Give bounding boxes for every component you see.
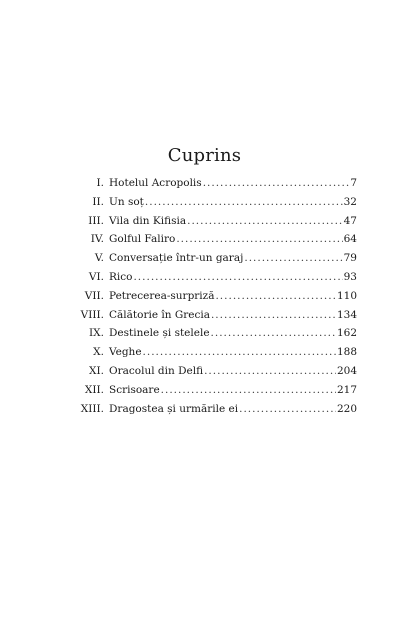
page-number: 64: [343, 233, 357, 246]
toc-entry: [60, 230, 357, 249]
dot-leader: [215, 287, 335, 306]
page-title: Cuprins: [167, 145, 242, 166]
chapter-title: Scrisoare: [109, 383, 160, 396]
chapter-number: IV.: [90, 233, 104, 246]
chapter-title: Destinele și stelele: [109, 327, 210, 340]
dot-leader: [244, 249, 342, 268]
dot-leader: [211, 306, 336, 325]
dot-leader: [145, 193, 343, 212]
page-number: 32: [343, 195, 357, 208]
dot-leader: [203, 174, 350, 193]
toc-entry: [60, 400, 357, 419]
toc-entry: [60, 249, 357, 268]
toc-entry: [60, 381, 357, 400]
chapter-title: Conversație într-un garaj: [109, 252, 244, 265]
chapter-number: V.: [94, 252, 104, 265]
chapter-title: Vila din Kifisia: [109, 214, 187, 227]
chapter-title: Călătorie în Grecia: [109, 308, 210, 321]
chapter-number: VII.: [84, 289, 104, 302]
table-of-contents: [60, 174, 357, 418]
page-number: 79: [343, 252, 357, 265]
dot-leader: [187, 212, 343, 231]
chapter-title: Un soț: [109, 195, 144, 208]
chapter-title: Veghe: [109, 346, 142, 359]
chapter-number: III.: [88, 214, 104, 227]
page-number: 134: [336, 308, 357, 321]
chapter-number: I.: [96, 177, 104, 189]
dot-leader: [176, 230, 342, 249]
toc-entry: [60, 343, 357, 362]
chapter-title: Golful Faliro: [109, 233, 176, 246]
chapter-number: XI.: [89, 364, 104, 377]
dot-leader: [211, 324, 336, 343]
chapter-title: Dragostea și urmările ei: [109, 402, 239, 415]
page-number: 47: [343, 214, 357, 227]
chapter-title: Rico: [109, 270, 133, 283]
page-number: 93: [343, 270, 357, 283]
chapter-title: Oracolul din Delfi: [109, 364, 204, 377]
chapter-number: X.: [93, 346, 104, 359]
toc-entry: [60, 212, 357, 231]
chapter-number: XIII.: [80, 402, 104, 415]
chapter-title: Petrecerea-surpriză: [109, 289, 215, 302]
page-number: 110: [336, 289, 357, 302]
toc-entry: [60, 324, 357, 343]
page-number: 162: [336, 327, 357, 340]
chapter-number: II.: [92, 195, 104, 208]
toc-entry: [60, 268, 357, 287]
page-number: 217: [336, 383, 357, 396]
toc-entry: [60, 174, 357, 193]
toc-entry: [60, 193, 357, 212]
page-number: 7: [350, 177, 357, 189]
dot-leader: [204, 362, 336, 381]
page-number: 220: [336, 402, 357, 415]
dot-leader: [239, 400, 336, 419]
chapter-number: IX.: [89, 327, 104, 340]
chapter-title: Hotelul Acropolis: [109, 177, 202, 189]
chapter-number: VI.: [88, 270, 104, 283]
dot-leader: [133, 268, 342, 287]
toc-entry: [60, 287, 357, 306]
toc-entry: [60, 306, 357, 325]
chapter-number: XII.: [84, 383, 104, 396]
dot-leader: [161, 381, 336, 400]
page-number: 188: [336, 346, 357, 359]
toc-entry: [60, 362, 357, 381]
chapter-number: VIII.: [80, 308, 104, 321]
page-number: 204: [336, 364, 357, 377]
dot-leader: [143, 343, 336, 362]
